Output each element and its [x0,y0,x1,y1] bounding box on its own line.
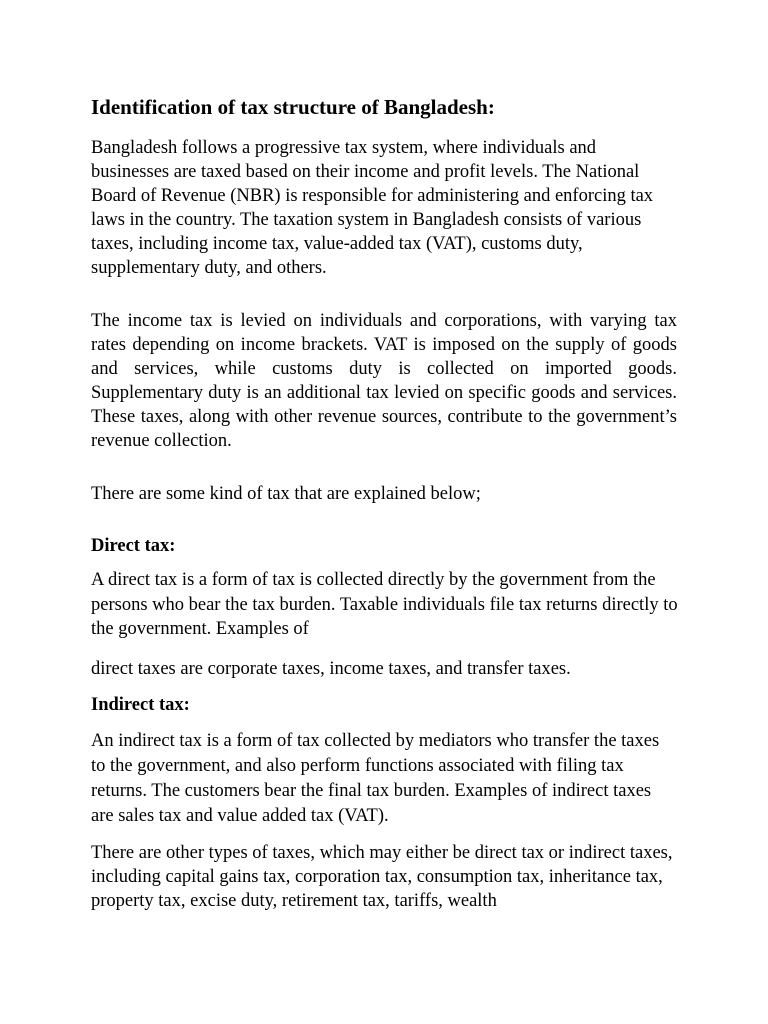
direct-tax-examples: direct taxes are corporate taxes, income taxes, and transfer taxes. [91,658,571,679]
other-taxes-text: There are other types of taxes, which may either be direct tax or indirect taxes, including capital gains tax, corporation tax, consumption tax, inheritance tax, property tax, excise duty, retirement tax, tariffs, wealth [91,842,673,911]
direct-tax-heading: Direct tax: [91,536,176,556]
document-title: Identification of tax structure of Bangladesh: [91,95,495,119]
document-body [91,92,679,913]
paragraph-tax-kinds: There are some kind of tax that are explained below; [91,484,481,504]
indirect-tax-text: An indirect tax is a form of tax collected by mediators who transfer the taxes to the government, and also perform functions associated with filing tax returns. The customers bear the final tax burden. Examples of indirect taxes are sales tax and value added tax (VAT). [91,730,660,826]
paragraph-income-tax: The income tax is levied on individuals and corporations, with varying tax rates depending on income brackets. VAT is imposed on the supply of goods and services, while customs duty is collected on imported goods. Supplementary duty is an additional tax levied on specific goods and services. These taxes, along with other revenue sources, contribute to the government’s revenue collection. [91,311,677,451]
paragraph-intro: Bangladesh follows a progressive tax system, where individuals and businesses are taxed based on their income and profit levels. The National Board of Revenue (NBR) is responsible for administering and enforcing tax laws in the country. The taxation system in Bangladesh consists of various taxes, including income tax, value-added tax (VAT), customs duty, supplementary duty, and others. [91,138,654,278]
direct-tax-text: A direct tax is a form of tax is collected directly by the government from the persons who bear the tax burden. Taxable individuals file tax returns directly to the government. Examples of [91,570,678,639]
indirect-tax-heading: Indirect tax: [91,694,190,715]
